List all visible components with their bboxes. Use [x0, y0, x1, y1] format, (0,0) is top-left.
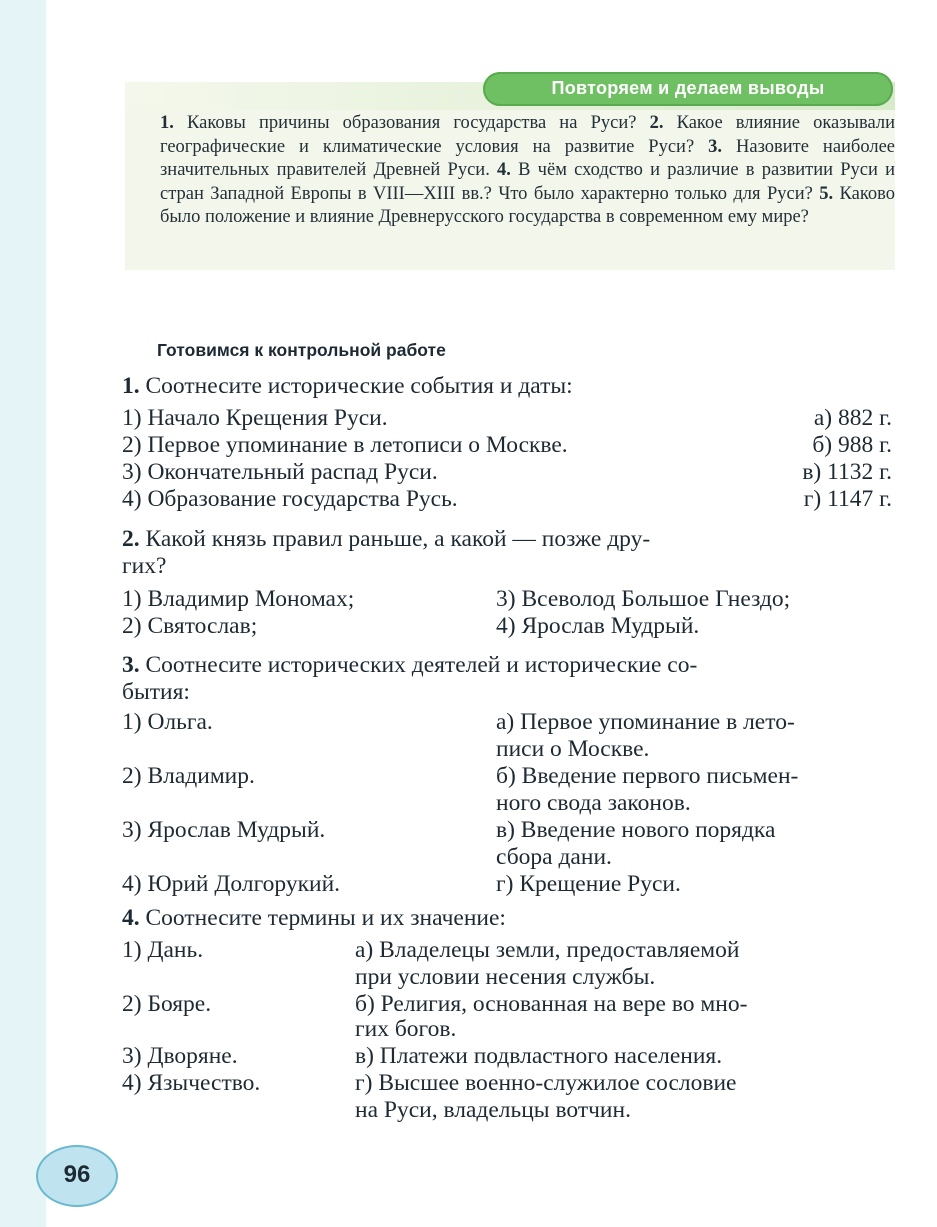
page-number: 96 [63, 1161, 91, 1188]
page-number-badge [36, 1145, 118, 1207]
task2-prompt-cont: гих? [122, 553, 167, 579]
task3-event-c-cont: сбора дани. [496, 844, 612, 870]
review-q3: Назовите наиболее значительных правителей Древней Руси. [160, 136, 896, 180]
task2-number: 2. [122, 526, 140, 552]
task3-prompt: 3. Соотнесите исторических деятелей и исторические со- [122, 652, 698, 678]
review-q4: В чём сходство и различие в развитии Руси и стран Западной Европы в VIII—XIII вв.? Что было характерно только для Руси? [160, 160, 895, 204]
task2-prince-3: 3) Всеволод Большое Гнездо; [496, 586, 791, 612]
task1-item-2: 2) Первое упоминание в летописи о Москве. [122, 432, 568, 458]
task4-term-4: 4) Язычество. [122, 1070, 261, 1096]
task4-term-3: 3) Дворяне. [122, 1043, 238, 1069]
review-section-tab [483, 72, 893, 106]
task3-event-b: б) Введение первого письмен- [496, 763, 799, 789]
task4-prompt: 4. Соотнесите термины и их значение: [122, 905, 506, 931]
task3-event-a-cont: писи о Москве. [496, 736, 650, 762]
task4-meaning-d-cont: на Руси, владельцы вотчин. [355, 1097, 631, 1123]
review-q3-number: 3. [708, 136, 723, 157]
task4-meaning-b: б) Религия, основанная на вере во мно- [355, 991, 748, 1017]
task4-number: 4. [122, 905, 140, 931]
task4-meaning-a: а) Владелецы земли, предоставляемой [355, 937, 740, 963]
task3-number: 3. [122, 652, 140, 678]
task4-meaning-b-cont: гих богов. [355, 1016, 457, 1042]
task1-date-d: г) 1147 г. [803, 486, 892, 512]
review-q2: Какое влияние оказывали географические и климатические условия на развитие Руси? [160, 113, 896, 157]
review-q1-number: 1. [160, 113, 174, 133]
task3-event-a: а) Первое упоминание в лето- [496, 709, 795, 735]
task3-event-d: г) Крещение Руси. [496, 871, 681, 897]
task3-person-2: 2) Владимир. [122, 763, 255, 789]
task3-event-b-cont: ного свода законов. [496, 790, 691, 816]
task4-meaning-a-cont: при условии несения службы. [355, 964, 656, 990]
task1-item-1: 1) Начало Крещения Руси. [122, 405, 388, 431]
task3-person-4: 4) Юрий Долгорукий. [122, 871, 341, 897]
task1-item-4: 4) Образование государства Русь. [122, 486, 458, 512]
task2-prince-4: 4) Ярослав Мудрый. [496, 613, 700, 639]
task1-prompt: 1. Соотнесите исторические события и даты: [122, 373, 573, 399]
review-questions-text [160, 112, 895, 230]
task4-meaning-d: г) Высшее военно-служилое сословие [355, 1070, 737, 1096]
task4-term-1: 1) Дань. [122, 937, 204, 963]
task1-number: 1. [122, 373, 140, 399]
test-prep-heading: Готовимся к контрольной работе [157, 340, 446, 360]
review-q1: Каковы причины образования государства на Руси? [173, 113, 650, 133]
review-section-title: Повторяем и делаем выводы [551, 78, 825, 98]
task1-item-3: 3) Окончательный распад Руси. [122, 459, 438, 485]
task3-person-3: 3) Ярослав Мудрый. [122, 817, 326, 843]
task2-prompt: 2. Какой князь правил раньше, а какой — позже дру- [122, 526, 651, 552]
task2-prince-2: 2) Святослав; [122, 613, 258, 639]
task4-meaning-c: в) Платежи подвластного населения. [355, 1043, 723, 1069]
task3-event-c: в) Введение нового порядка [496, 817, 776, 843]
review-q4-number: 4. [497, 160, 511, 180]
review-q5-number: 5. [819, 183, 834, 204]
task2-prince-1: 1) Владимир Мономах; [122, 586, 355, 612]
review-q5: Каково было положение и влияние Древнерусского государства в современном ему мире? [160, 183, 895, 227]
task1-date-a: а) 882 г. [813, 405, 892, 431]
task1-date-b: б) 988 г. [812, 432, 892, 458]
side-margin-strip [0, 0, 46, 1227]
task4-term-2: 2) Бояре. [122, 991, 212, 1017]
review-q2-number: 2. [649, 113, 664, 133]
task3-prompt-cont: бытия: [122, 679, 190, 705]
task3-person-1: 1) Ольга. [122, 709, 213, 735]
task1-date-c: в) 1132 г. [802, 459, 892, 485]
